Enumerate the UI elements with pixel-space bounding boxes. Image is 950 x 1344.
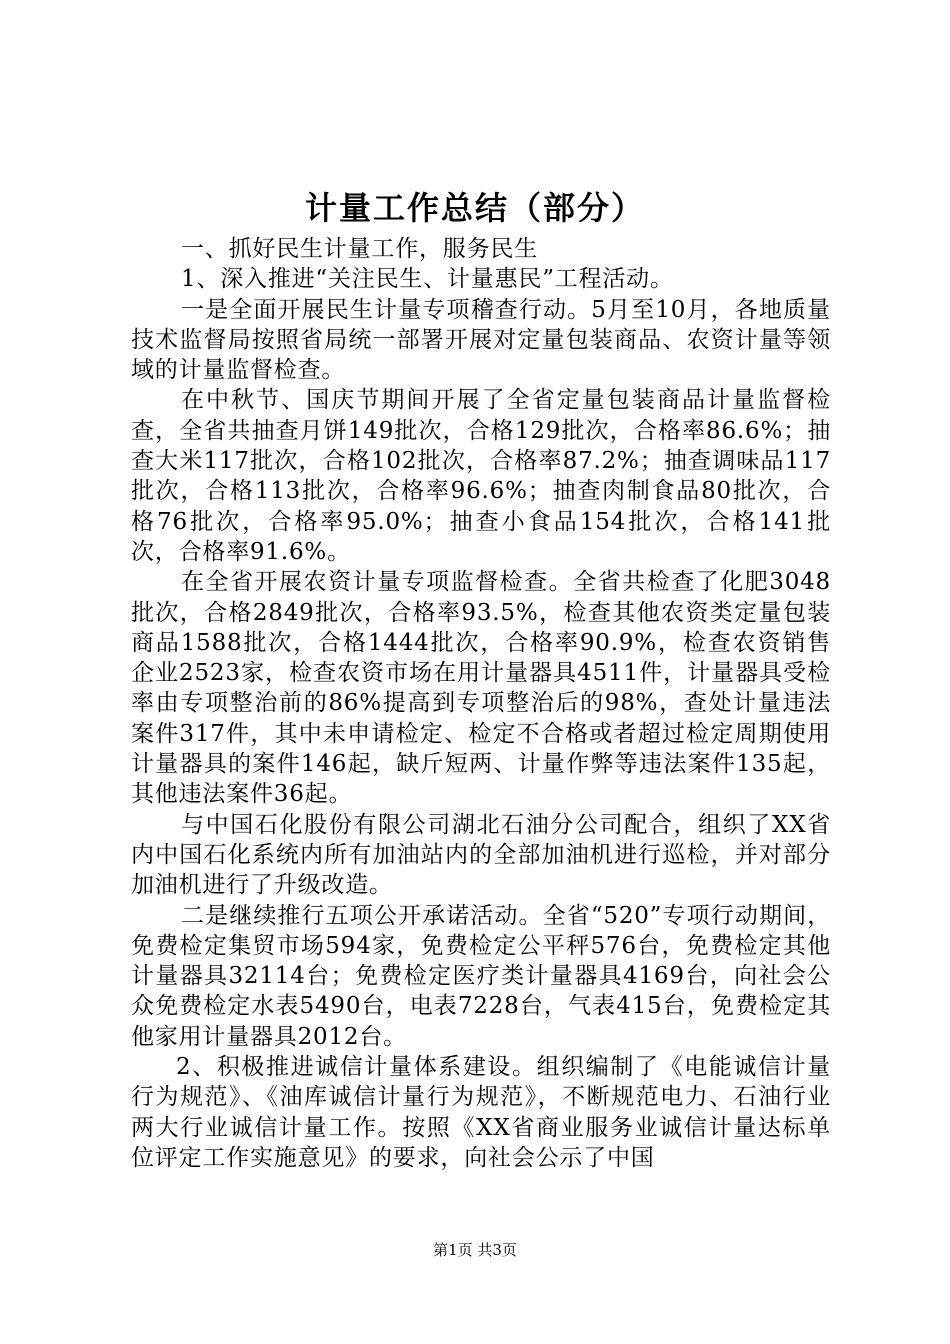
paragraph: 二是继续推行五项公开承诺活动。全省“520”专项行动期间，免费检定集贸市场594家，免费检定公平秤576台，免费检定其他计量器具32114台；免费检定医疗类计量器具4169台，向社会公众免费检定水表5490台，电表7228台，气表415台，免费检定其他家用计量器具2012台。 [131, 902, 831, 1050]
document-title: 计量工作总结（部分） [304, 189, 645, 227]
document-body [131, 234, 831, 1173]
section-heading: 一、抓好民生计量工作，服务民生 [181, 236, 538, 262]
page-number-footer: 第1页 共3页 [433, 1241, 517, 1259]
paragraph: 在全省开展农资计量专项监督检查。全省共检查了化肥3048批次，合格2849批次，合格率93.5%，检查其他农资类定量包装商品1588批次，合格1444批次，合格率90.9%，检查农资销售企业2523家，检查农资市场在用计量器具4511件，计量器具受检率由专项整治前的86%提高到专项整治后的98%，查处计量违法案件317件，其中未申请检定、检定不合格或者超过检定周期使用计量器具的案件146起，缺斤短两、计量作弊等违法案件135起，其他违法案件36起。 [131, 569, 831, 808]
paragraph: 2、积极推进诚信计量体系建设。组织编制了《电能诚信计量行为规范》、《油库诚信计量行为规范》，不断规范电力、石油行业两大行业诚信计量工作。按照《XX省商业服务业诚信计量达标单位评定工作实施意见》的要求，向社会公示了中国 [131, 1054, 831, 1171]
paragraph: 与中国石化股份有限公司湖北石油分公司配合，组织了XX省内中国石化系统内所有加油站内的全部加油机进行巡检，并对部分加油机进行了升级改造。 [131, 811, 831, 899]
paragraph: 一是全面开展民生计量专项稽查行动。5月至10月，各地质量技术监督局按照省局统一部署开展对定量包装商品、农资计量等领域的计量监督检查。 [131, 296, 831, 384]
paragraph: 在中秋节、国庆节期间开展了全省定量包装商品计量监督检查，全省共抽查月饼149批次，合格129批次，合格率86.6%；抽查大米117批次，合格102批次，合格率87.2%；抽查调味品117批次，合格113批次，合格率96.6%；抽查肉制食品80批次，合格76批次，合格率95.0%；抽查小食品154批次，合格141批次，合格率91.6%。 [131, 387, 831, 565]
subsection-heading: 1、深入推进“关注民生、计量惠民”工程活动。 [181, 266, 674, 293]
